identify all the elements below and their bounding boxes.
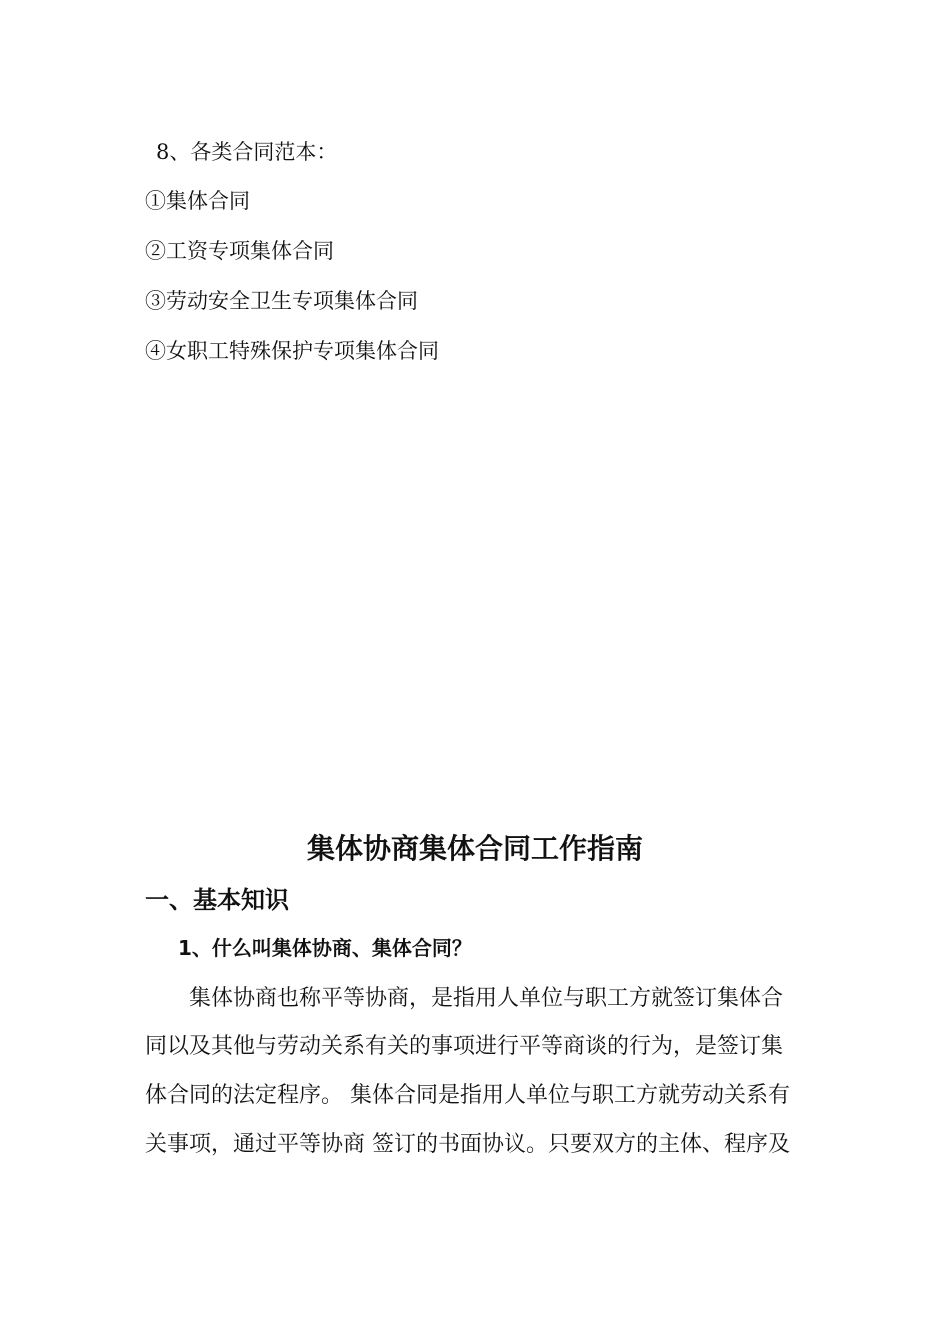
paragraph-line: 体合同的法定程序。 集体合同是指用人单位与职工方就劳动关系有 [145,1083,790,1108]
paragraph-line: 同以及其他与劳动关系有关的事项进行平等商谈的行为，是签订集 [145,1034,784,1059]
contract-templates-heading: 8、各类合同范本： [156,140,338,164]
contract-template-item: ④女职工特殊保护专项集体合同 [145,339,439,363]
question-heading: 1、什么叫集体协商、集体合同？ [178,936,472,960]
contract-template-item: ①集体合同 [145,189,250,213]
paragraph-line: 集体协商也称平等协商，是指用人单位与职工方就签订集体合 [189,986,784,1011]
contract-template-item: ②工资专项集体合同 [145,239,334,263]
section-heading: 一、基本知识 [145,886,289,914]
paragraph-line: 关事项，通过平等协商 签订的书面协议。只要双方的主体、程序及 [145,1132,790,1157]
document-title: 集体协商集体合同工作指南 [306,832,643,865]
contract-template-item: ③劳动安全卫生专项集体合同 [145,289,418,313]
